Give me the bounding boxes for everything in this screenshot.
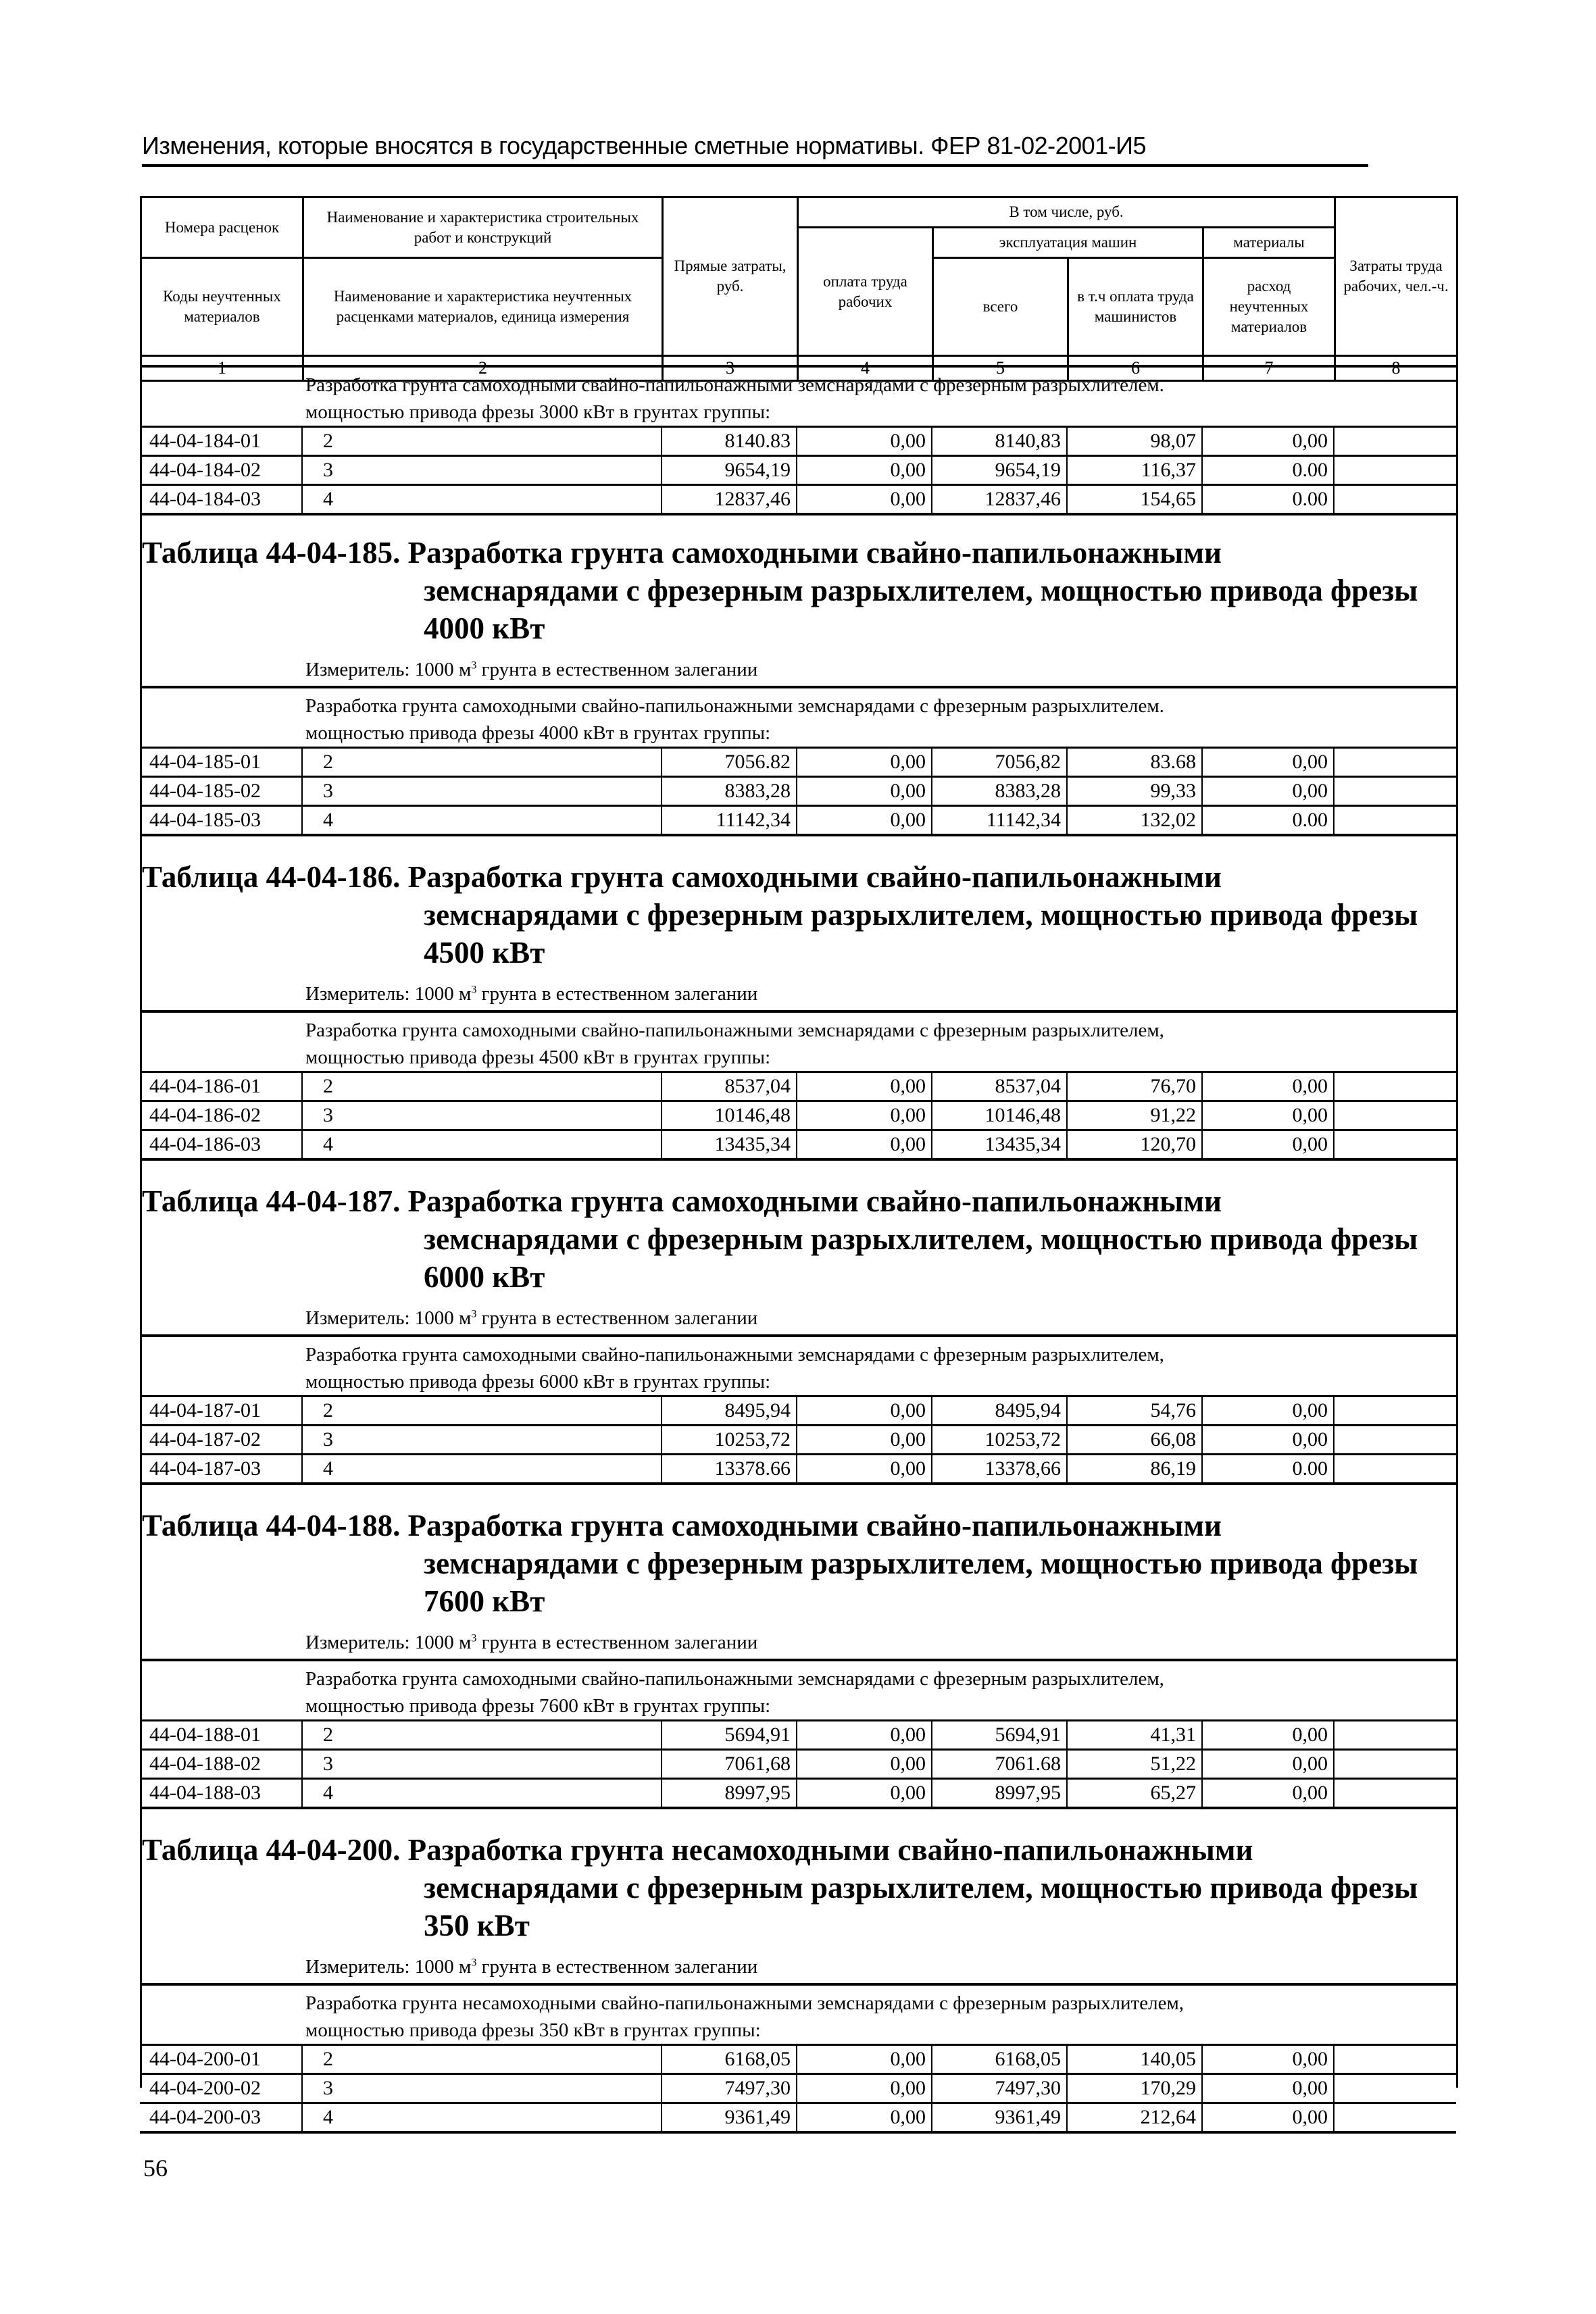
cell-labor: 0,00 (797, 456, 932, 485)
cell-hours (1334, 2103, 1456, 2133)
cell-direct: 8997,95 (662, 1779, 797, 1809)
cell-code: 44-04-200-01 (140, 2045, 302, 2074)
cell-mat: 0,00 (1202, 1721, 1334, 1750)
cell-mach: 10253,72 (932, 1426, 1067, 1455)
cell-mach: 7497,30 (932, 2074, 1067, 2103)
cell-code: 44-04-200-03 (140, 2103, 302, 2133)
description-line-1: Разработка грунта несамоходными свайно-папильонажными земснарядами с фрезерным разрыхлителем, (305, 1992, 1184, 2014)
cell-hours (1334, 427, 1456, 456)
rates-table (140, 426, 1456, 515)
cell-mach-labor: 120,70 (1067, 1130, 1202, 1160)
section-description (140, 1659, 1456, 1719)
description-line-1: Разработка грунта самоходными свайно-папильонажными земснарядами с фрезерным разрыхлителем, (305, 1344, 1164, 1365)
cell-hours (1334, 1130, 1456, 1160)
page-number: 56 (143, 2155, 168, 2182)
section-description (140, 1010, 1456, 1071)
rates-table (140, 747, 1456, 836)
cell-hours (1334, 1455, 1456, 1484)
cell-mat: 0,00 (1202, 748, 1334, 777)
cell-mat: 0,00 (1202, 1750, 1334, 1779)
table-row (140, 1779, 1456, 1809)
cell-code: 44-04-185-03 (140, 806, 302, 836)
cell-group: 4 (302, 1130, 662, 1160)
cell-mat: 0,00 (1202, 2045, 1334, 2074)
section-title-line: Таблица 44-04-186. Разработка грунта самоходными свайно-папильонажными (142, 860, 1222, 894)
table-row (140, 2074, 1456, 2103)
description-line-1: Разработка грунта самоходными свайно-папильонажными земснарядами с фрезерным разрыхлителем, (305, 1668, 1164, 1690)
cell-code: 44-04-188-02 (140, 1750, 302, 1779)
header-machinist-pay: в т.ч оплата труда машинистов (1068, 258, 1203, 356)
header-machine-operation: эксплуатация машин (933, 228, 1203, 258)
meter-prefix: Измеритель: 1000 м (305, 1632, 472, 1653)
cell-labor: 0,00 (797, 1130, 932, 1160)
column-number: 6 (1068, 356, 1203, 381)
meter-exponent: 3 (471, 1957, 477, 1969)
section-table (140, 686, 1456, 836)
section-meter (305, 1956, 757, 1978)
cell-direct: 8383,28 (662, 777, 797, 806)
cell-labor: 0,00 (797, 2074, 932, 2103)
header-materials: материалы (1203, 228, 1335, 258)
cell-mat: 0.00 (1202, 806, 1334, 836)
section-meter (305, 1307, 757, 1330)
cell-mach-labor: 170,29 (1067, 2074, 1202, 2103)
cell-mach-labor: 132,02 (1067, 806, 1202, 836)
cell-group: 3 (302, 2074, 662, 2103)
cell-mat: 0,00 (1202, 2103, 1334, 2133)
table-row (140, 1397, 1456, 1426)
cell-direct: 7497,30 (662, 2074, 797, 2103)
cell-direct: 5694,91 (662, 1721, 797, 1750)
cell-labor: 0,00 (797, 1721, 932, 1750)
section-title (142, 858, 1453, 972)
section-title-line: Таблица 44-04-188. Разработка грунта самоходными свайно-папильонажными (142, 1509, 1222, 1542)
section-table (140, 1010, 1456, 1161)
section-description (140, 365, 1456, 426)
header-material-name: Наименование и характеристика неучтенных расценками материалов, единица измерения (303, 258, 663, 356)
section-title (142, 1507, 1453, 1620)
section-description (140, 686, 1456, 747)
cell-mach-labor: 86,19 (1067, 1455, 1202, 1484)
cell-group: 2 (302, 1397, 662, 1426)
cell-labor: 0,00 (797, 1750, 932, 1779)
cell-mach: 6168,05 (932, 2045, 1067, 2074)
cell-code: 44-04-185-01 (140, 748, 302, 777)
cell-direct: 11142,34 (662, 806, 797, 836)
cell-mat: 0,00 (1202, 1072, 1334, 1101)
cell-labor: 0,00 (797, 1426, 932, 1455)
cell-code: 44-04-184-02 (140, 456, 302, 485)
cell-direct: 8140.83 (662, 427, 797, 456)
rates-table (140, 2044, 1456, 2134)
cell-mach: 13435,34 (932, 1130, 1067, 1160)
cell-mach: 8140,83 (932, 427, 1067, 456)
cell-mach: 10146,48 (932, 1101, 1067, 1130)
description-line-2: мощностью привода фрезы 3000 кВт в грунтах группы: (305, 401, 771, 423)
cell-group: 2 (302, 427, 662, 456)
cell-direct: 7061,68 (662, 1750, 797, 1779)
cell-hours (1334, 1426, 1456, 1455)
cell-mat: 0,00 (1202, 1397, 1334, 1426)
cell-mat: 0.00 (1202, 456, 1334, 485)
section-meter (305, 983, 757, 1005)
cell-mach-labor: 41,31 (1067, 1721, 1202, 1750)
table-row (140, 748, 1456, 777)
cell-direct: 12837,46 (662, 485, 797, 515)
description-line-2: мощностью привода фрезы 4000 кВт в грунтах группы: (305, 722, 771, 744)
cell-code: 44-04-186-02 (140, 1101, 302, 1130)
header-machines-total: всего (933, 258, 1068, 356)
column-number: 5 (933, 356, 1068, 381)
cell-group: 3 (302, 777, 662, 806)
meter-suffix: грунта в естественном залегании (476, 659, 758, 680)
cell-direct: 13378.66 (662, 1455, 797, 1484)
section-title-line: Таблица 44-04-187. Разработка грунта самоходными свайно-папильонажными (142, 1184, 1222, 1218)
cell-mach: 13378,66 (932, 1455, 1067, 1484)
cell-mat: 0,00 (1202, 1426, 1334, 1455)
section-table (140, 1334, 1456, 1485)
table-row (140, 777, 1456, 806)
meter-suffix: грунта в естественном залегании (476, 1956, 758, 1978)
cell-code: 44-04-187-02 (140, 1426, 302, 1455)
cell-hours (1334, 1750, 1456, 1779)
section-table (140, 1659, 1456, 1809)
cell-direct: 8537,04 (662, 1072, 797, 1101)
cell-mach-labor: 212,64 (1067, 2103, 1202, 2133)
section-title-continuation: земснарядами с фрезерным разрыхлителем, мощностью привода фрезы 4000 кВт (424, 574, 1418, 645)
section-title (142, 1831, 1453, 1944)
cell-mat: 0,00 (1202, 2074, 1334, 2103)
cell-mach: 9654,19 (932, 456, 1067, 485)
cell-code: 44-04-184-01 (140, 427, 302, 456)
cell-hours (1334, 777, 1456, 806)
cell-hours (1334, 456, 1456, 485)
cell-direct: 6168,05 (662, 2045, 797, 2074)
header-material-consumption: расход неучтенных материалов (1203, 258, 1335, 356)
header-work-name: Наименование и характеристика строительных работ и конструкций (303, 197, 663, 258)
meter-suffix: грунта в естественном залегании (476, 1632, 758, 1653)
cell-mat: 0,00 (1202, 777, 1334, 806)
cell-code: 44-04-185-02 (140, 777, 302, 806)
description-line-1: Разработка грунта самоходными свайно-папильонажными земснарядами с фрезерным разрыхлителем, (305, 1020, 1164, 1041)
header-direct-costs: Прямые затраты, руб. (663, 197, 798, 356)
table-row (140, 2103, 1456, 2133)
meter-exponent: 3 (471, 984, 477, 996)
section-title-continuation: земснарядами с фрезерным разрыхлителем, мощностью привода фрезы 6000 кВт (424, 1222, 1418, 1294)
cell-direct: 8495,94 (662, 1397, 797, 1426)
cell-direct: 10253,72 (662, 1426, 797, 1455)
section-table (140, 1983, 1456, 2134)
section-title (142, 1182, 1453, 1296)
column-number: 3 (663, 356, 798, 381)
cell-group: 4 (302, 2103, 662, 2133)
cell-hours (1334, 748, 1456, 777)
cell-mat: 0,00 (1202, 1101, 1334, 1130)
cell-hours (1334, 485, 1456, 515)
meter-prefix: Измеритель: 1000 м (305, 1307, 472, 1329)
cell-mach-labor: 98,07 (1067, 427, 1202, 456)
cell-mach: 8537,04 (932, 1072, 1067, 1101)
cell-group: 3 (302, 1426, 662, 1455)
cell-hours (1334, 2045, 1456, 2074)
cell-code: 44-04-187-01 (140, 1397, 302, 1426)
cell-group: 2 (302, 2045, 662, 2074)
section-meter (305, 659, 757, 681)
column-number: 8 (1335, 356, 1457, 381)
section-title (142, 534, 1453, 647)
cell-code: 44-04-188-01 (140, 1721, 302, 1750)
cell-mat: 0.00 (1202, 1455, 1334, 1484)
cell-mach-labor: 99,33 (1067, 777, 1202, 806)
cell-mach-labor: 83.68 (1067, 748, 1202, 777)
cell-mach: 12837,46 (932, 485, 1067, 515)
cell-direct: 9654,19 (662, 456, 797, 485)
cell-labor: 0,00 (797, 1779, 932, 1809)
cell-code: 44-04-187-03 (140, 1455, 302, 1484)
cell-group: 3 (302, 1750, 662, 1779)
cell-labor: 0,00 (797, 806, 932, 836)
description-line-2: мощностью привода фрезы 6000 кВт в грунтах группы: (305, 1371, 771, 1392)
cell-labor: 0,00 (797, 1397, 932, 1426)
section-description (140, 1334, 1456, 1395)
header-labor-hours: Затраты труда рабочих, чел.-ч. (1335, 197, 1457, 356)
table-row (140, 1072, 1456, 1101)
cell-labor: 0,00 (797, 748, 932, 777)
section-title-continuation: земснарядами с фрезерным разрыхлителем, мощностью привода фрезы 4500 кВт (424, 898, 1418, 970)
cell-direct: 10146,48 (662, 1101, 797, 1130)
section-title-continuation: земснарядами с фрезерным разрыхлителем, мощностью привода фрезы 7600 кВт (424, 1546, 1418, 1618)
cell-labor: 0,00 (797, 777, 932, 806)
section-title-line: Таблица 44-04-185. Разработка грунта самоходными свайно-папильонажными (142, 536, 1222, 570)
meter-suffix: грунта в естественном залегании (476, 1307, 758, 1329)
cell-group: 4 (302, 485, 662, 515)
cell-mach-labor: 91,22 (1067, 1101, 1202, 1130)
cell-mach: 7056,82 (932, 748, 1067, 777)
column-header-table (140, 196, 1458, 382)
cell-mat: 0,00 (1202, 1779, 1334, 1809)
cell-mach-labor: 65,27 (1067, 1779, 1202, 1809)
cell-mach: 8383,28 (932, 777, 1067, 806)
cell-direct: 9361,49 (662, 2103, 797, 2133)
cell-labor: 0,00 (797, 2103, 932, 2133)
cell-labor: 0,00 (797, 1072, 932, 1101)
table-row (140, 2045, 1456, 2074)
header-worker-pay: оплата труда рабочих (798, 228, 933, 356)
cell-group: 4 (302, 1455, 662, 1484)
column-number: 1 (141, 356, 303, 381)
cell-mach-labor: 76,70 (1067, 1072, 1202, 1101)
cell-mach: 11142,34 (932, 806, 1067, 836)
cell-mach: 8997,95 (932, 1779, 1067, 1809)
section-description (140, 1983, 1456, 2044)
cell-code: 44-04-200-02 (140, 2074, 302, 2103)
cell-direct: 13435,34 (662, 1130, 797, 1160)
table-row (140, 1101, 1456, 1130)
cell-code: 44-04-186-03 (140, 1130, 302, 1160)
meter-suffix: грунта в естественном залегании (476, 983, 758, 1005)
cell-mat: 0.00 (1202, 485, 1334, 515)
cell-mach-labor: 54,76 (1067, 1397, 1202, 1426)
cell-labor: 0,00 (797, 427, 932, 456)
description-line-2: мощностью привода фрезы 7600 кВт в грунтах группы: (305, 1695, 771, 1717)
cell-mach: 8495,94 (932, 1397, 1067, 1426)
cell-mach: 5694,91 (932, 1721, 1067, 1750)
description-line-1: Разработка грунта самоходными свайно-папильонажными земснарядами с фрезерным разрыхлителем. (305, 374, 1164, 396)
cell-labor: 0,00 (797, 2045, 932, 2074)
cell-hours (1334, 2074, 1456, 2103)
meter-exponent: 3 (471, 1632, 477, 1644)
meter-exponent: 3 (471, 1308, 477, 1320)
table-row (140, 485, 1456, 515)
cell-code: 44-04-186-01 (140, 1072, 302, 1101)
rates-table (140, 1071, 1456, 1161)
page-header: Изменения, которые вносятся в государственные сметные нормативы. ФЕР 81-02-2001-И5 (142, 132, 1368, 167)
cell-mach-labor: 51,22 (1067, 1750, 1202, 1779)
table-row (140, 1426, 1456, 1455)
description-line-1: Разработка грунта самоходными свайно-папильонажными земснарядами с фрезерным разрыхлителем. (305, 695, 1164, 717)
cell-hours (1334, 1397, 1456, 1426)
table-row (140, 1721, 1456, 1750)
section-title-line: Таблица 44-04-200. Разработка грунта несамоходными свайно-папильонажными (142, 1833, 1253, 1867)
cell-direct: 7056.82 (662, 748, 797, 777)
rates-table (140, 1395, 1456, 1485)
cell-group: 2 (302, 1721, 662, 1750)
table-row (140, 1130, 1456, 1160)
cell-mach-labor: 140,05 (1067, 2045, 1202, 2074)
cell-code: 44-04-184-03 (140, 485, 302, 515)
table-row (140, 806, 1456, 836)
cell-group: 3 (302, 456, 662, 485)
cell-group: 4 (302, 806, 662, 836)
cell-mach: 9361,49 (932, 2103, 1067, 2133)
column-number: 7 (1203, 356, 1335, 381)
table-row (140, 456, 1456, 485)
table-row (140, 427, 1456, 456)
cell-mach: 7061.68 (932, 1750, 1067, 1779)
cell-group: 2 (302, 1072, 662, 1101)
section-meter (305, 1632, 757, 1654)
cell-group: 3 (302, 1101, 662, 1130)
section-title-continuation: земснарядами с фрезерным разрыхлителем, мощностью привода фрезы 350 кВт (424, 1871, 1418, 1942)
cell-group: 4 (302, 1779, 662, 1809)
cell-code: 44-04-188-03 (140, 1779, 302, 1809)
header-material-codes: Коды неучтенных материалов (141, 258, 303, 356)
cell-mat: 0,00 (1202, 427, 1334, 456)
cell-mach-labor: 154,65 (1067, 485, 1202, 515)
meter-prefix: Измеритель: 1000 м (305, 1956, 472, 1978)
header-rate-numbers: Номера расценок (141, 197, 303, 258)
cell-mat: 0,00 (1202, 1130, 1334, 1160)
cell-mach-labor: 116,37 (1067, 456, 1202, 485)
description-line-2: мощностью привода фрезы 350 кВт в грунтах группы: (305, 2019, 761, 2041)
cell-hours (1334, 1721, 1456, 1750)
table-row (140, 1750, 1456, 1779)
meter-prefix: Измеритель: 1000 м (305, 983, 472, 1005)
cell-labor: 0,00 (797, 1455, 932, 1484)
cell-labor: 0,00 (797, 485, 932, 515)
column-number: 2 (303, 356, 663, 381)
rates-table (140, 1719, 1456, 1809)
table-row (140, 1455, 1456, 1484)
header-including: В том числе, руб. (798, 197, 1335, 228)
cell-group: 2 (302, 748, 662, 777)
cell-mach-labor: 66,08 (1067, 1426, 1202, 1455)
description-line-2: мощностью привода фрезы 4500 кВт в грунтах группы: (305, 1047, 771, 1068)
column-number: 4 (798, 356, 933, 381)
section-table (140, 365, 1456, 515)
cell-labor: 0,00 (797, 1101, 932, 1130)
cell-hours (1334, 1101, 1456, 1130)
meter-exponent: 3 (471, 659, 477, 672)
cell-hours (1334, 806, 1456, 836)
cell-hours (1334, 1779, 1456, 1809)
meter-prefix: Измеритель: 1000 м (305, 659, 472, 680)
cell-hours (1334, 1072, 1456, 1101)
